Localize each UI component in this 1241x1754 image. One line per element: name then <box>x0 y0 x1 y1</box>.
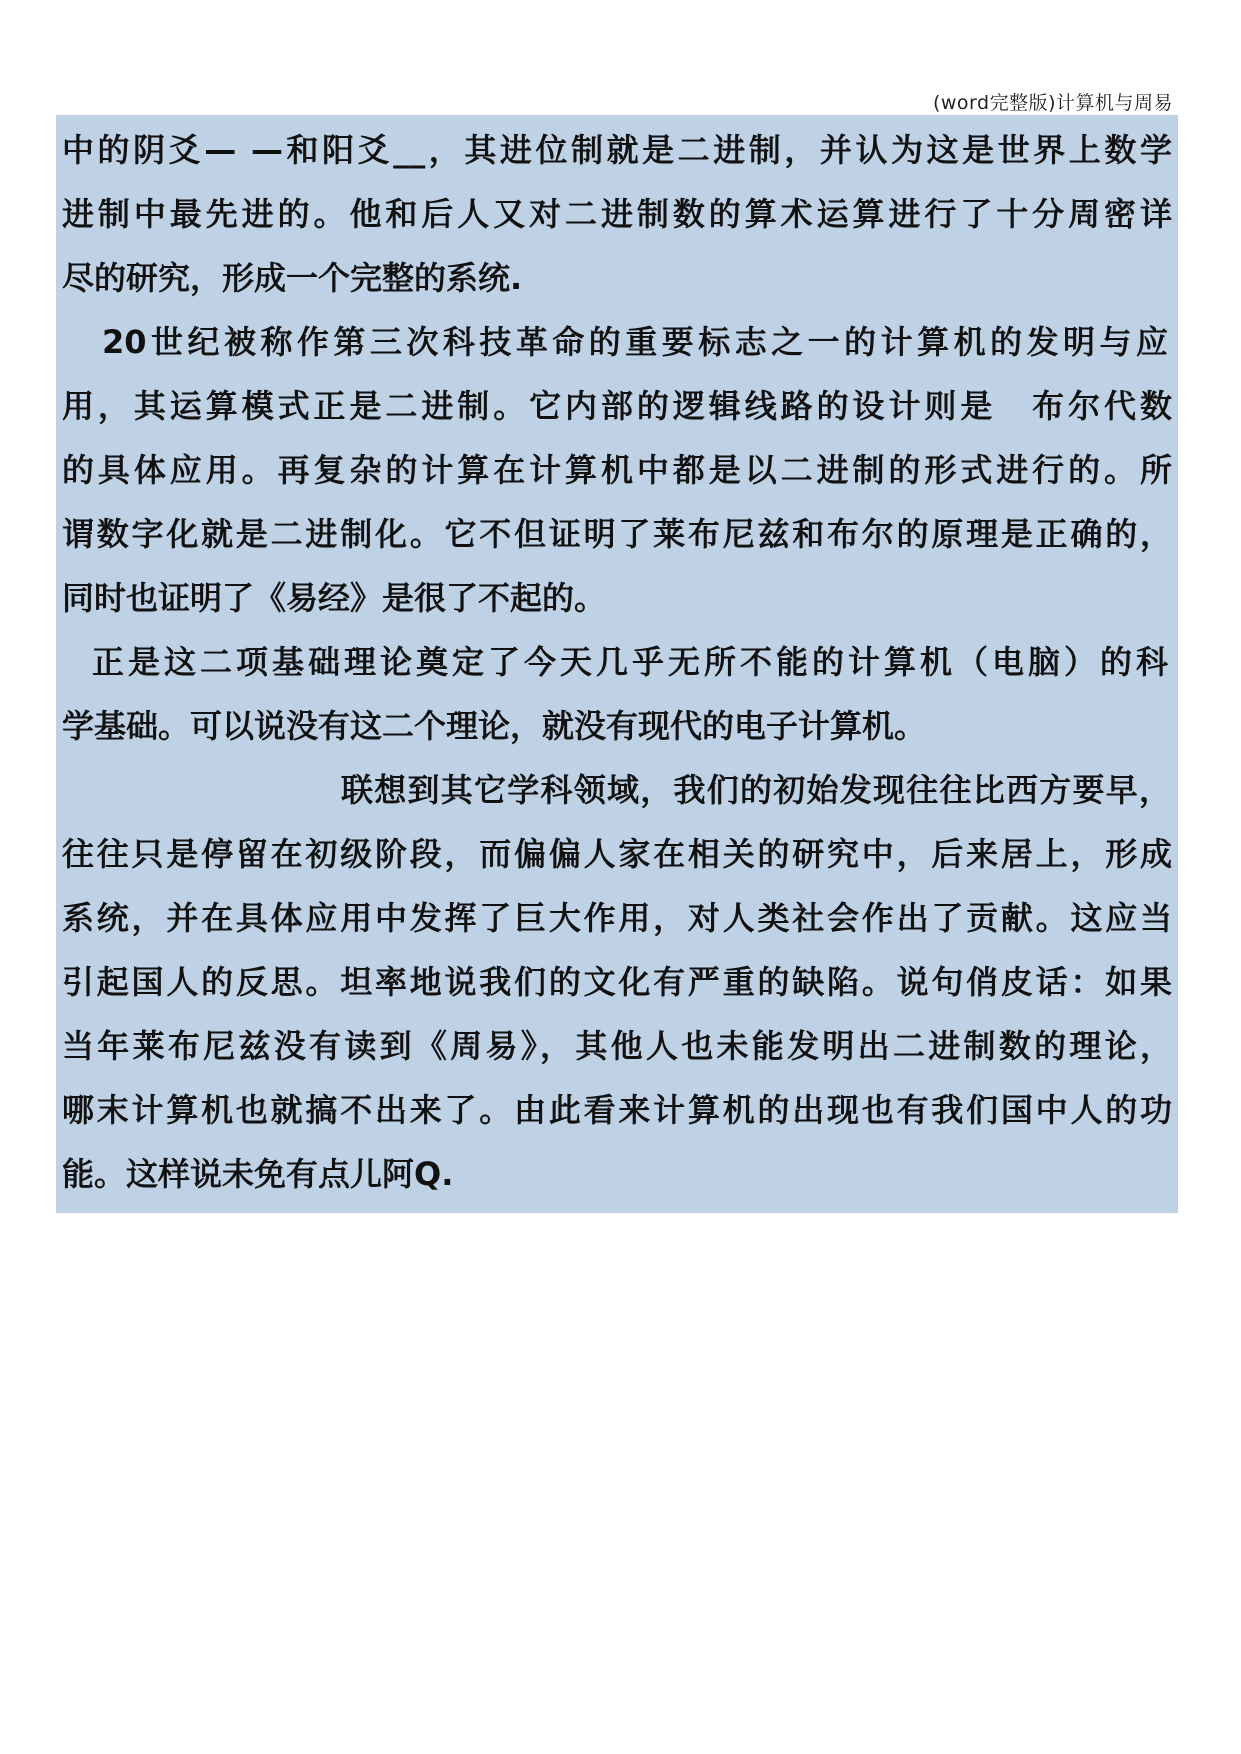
text-line: 同时也证明了《易经》是很了不起的。 <box>62 579 607 617</box>
text-line: 当年莱布尼兹没有读到《周易》，其他人也未能发明出二进制数的理论， <box>62 1027 1172 1065</box>
text-line: 能。这样说未免有点儿阿Q. <box>62 1155 454 1193</box>
text-line: 中的阴爻— —和阳爻__，其进位制就是二进制，并认为这是世界上数学 <box>62 131 1172 169</box>
page-header: (word完整版)计算机与周易 <box>932 92 1173 114</box>
text-line: 用，其运算模式正是二进制。它内部的逻辑线路的设计则是 布尔代数 <box>62 387 1172 425</box>
text-line: 联想到其它学科领域，我们的初始发现往往比西方要早， <box>341 771 1171 809</box>
highlighted-text-block <box>56 115 1178 1213</box>
text-line: 20世纪被称作第三次科技革命的重要标志之一的计算机的发明与应 <box>102 323 1168 361</box>
text-line: 进制中最先进的。他和后人又对二进制数的算术运算进行了十分周密详 <box>62 195 1172 233</box>
text-line: 引起国人的反思。坦率地说我们的文化有严重的缺陷。说句俏皮话：如果 <box>62 963 1172 1001</box>
text-line: 系统，并在具体应用中发挥了巨大作用，对人类社会作出了贡献。这应当 <box>62 899 1172 937</box>
text-line: 哪末计算机也就搞不出来了。由此看来计算机的出现也有我们国中人的功 <box>62 1091 1172 1129</box>
text-line: 谓数字化就是二进制化。它不但证明了莱布尼兹和布尔的原理是正确的， <box>62 515 1172 553</box>
text-line: 往往只是停留在初级阶段，而偏偏人家在相关的研究中，后来居上，形成 <box>62 835 1172 873</box>
text-line: 正是这二项基础理论奠定了今天几乎无所不能的计算机（电脑）的科 <box>92 643 1168 681</box>
text-line: 尽的研究，形成一个完整的系统. <box>62 259 523 297</box>
text-line: 学基础。可以说没有这二个理论，就没有现代的电子计算机。 <box>62 707 927 745</box>
text-line: 的具体应用。再复杂的计算在计算机中都是以二进制的形式进行的。所 <box>62 451 1172 489</box>
